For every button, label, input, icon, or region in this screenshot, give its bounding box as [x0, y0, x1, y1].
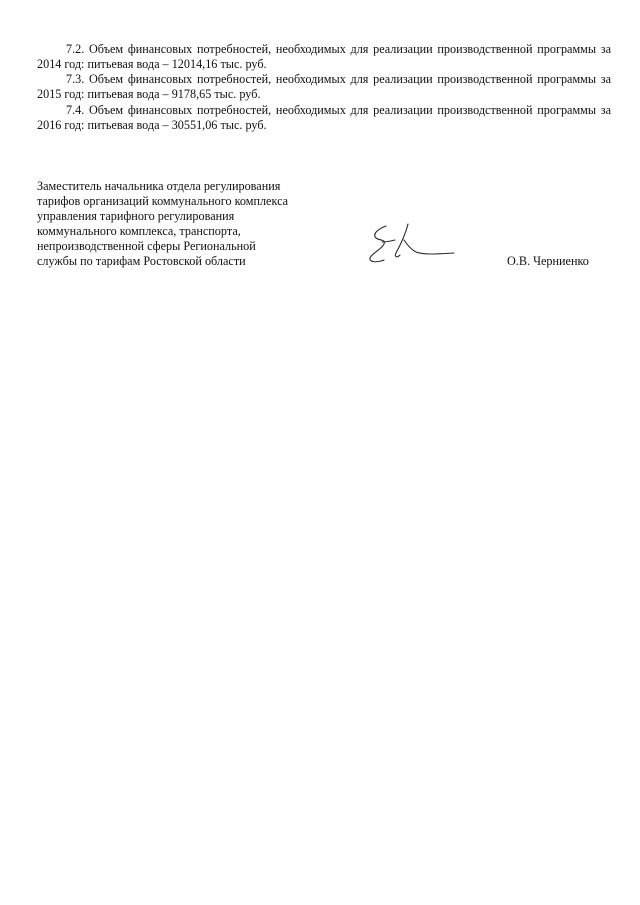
signer-title-line: управления тарифного регулирования: [37, 209, 235, 223]
paragraph-7-3: [37, 72, 611, 101]
paragraph-7-4: [37, 103, 611, 132]
paragraph-7-2-text: 7.2. Объем финансовых потребностей, необходимых для реализации производственной программы за 2014 год: питьевая вода – 12014,16 тыс. руб.: [37, 42, 611, 71]
signer-title-line: тарифов организаций коммунального комплекса: [37, 194, 289, 208]
paragraph-7-2: [37, 42, 611, 71]
paragraph-7-3-text: 7.3. Объем финансовых потребностей, необходимых для реализации производственной программы за 2015 год: питьевая вода – 9178,65 тыс. руб.: [37, 72, 611, 101]
paragraph-7-4-text: 7.4. Объем финансовых потребностей, необходимых для реализации производственной программы за 2016 год: питьевая вода – 30551,06 тыс. руб.: [37, 103, 611, 132]
signer-name: О.В. Черниенко: [507, 254, 589, 268]
handwritten-signature: [364, 220, 456, 270]
signer-title-line: службы по тарифам Ростовской области: [37, 254, 246, 268]
signer-title-line: коммунального комплекса, транспорта,: [37, 224, 241, 238]
signer-position-title: [37, 179, 337, 269]
signer-title-line: непроизводственной сферы Региональной: [37, 239, 256, 253]
signer-title-line: Заместитель начальника отдела регулирования: [37, 179, 281, 193]
